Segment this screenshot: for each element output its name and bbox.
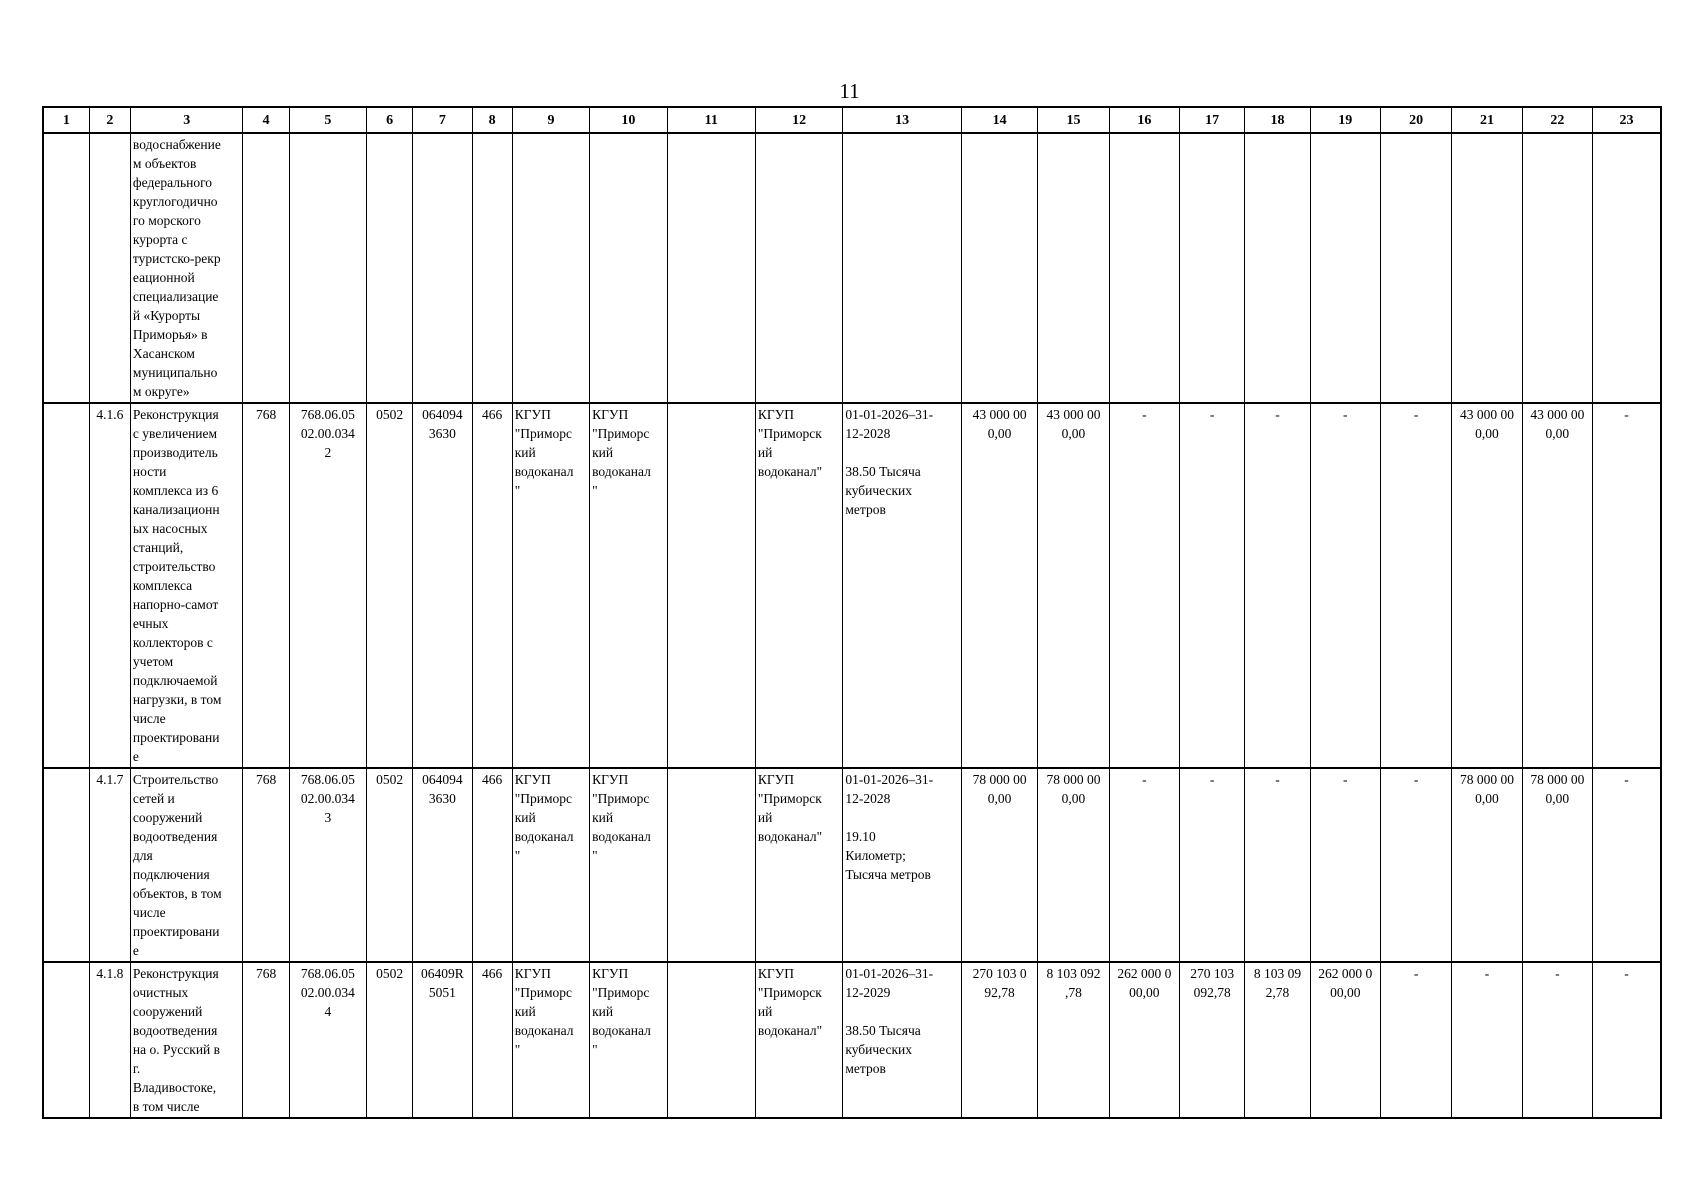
amount-cell: - [1179,768,1244,962]
amount-cell: 78 000 00 0,00 [1452,768,1522,962]
code-cell: 466 [472,962,512,1118]
amount-cell: 43 000 00 0,00 [1522,403,1592,768]
code-cell: 768 [243,768,289,962]
column-header: 3 [130,107,243,133]
cell [1245,133,1310,403]
cell [367,133,413,403]
item-number-cell: 4.1.8 [89,962,130,1118]
cell [1179,133,1244,403]
amount-cell: 78 000 00 0,00 [1038,768,1109,962]
code-cell: 064094 3630 [413,403,472,768]
cell [667,403,755,768]
cell [472,133,512,403]
code-cell: 466 [472,768,512,962]
table-row [43,962,1661,1118]
cell [243,133,289,403]
column-header: 18 [1245,107,1310,133]
cell [1038,133,1109,403]
cell [512,133,589,403]
amount-cell: 43 000 00 0,00 [1452,403,1522,768]
measure-name-cell: Реконструкция очистных сооружений водоотведения на о. Русский в г. Владивостоке, в том числе [130,962,243,1118]
amount-cell: - [1522,962,1592,1118]
amount-cell: - [1380,403,1451,768]
column-header: 4 [243,107,289,133]
amount-cell: 8 103 092 ,78 [1038,962,1109,1118]
column-header: 7 [413,107,472,133]
measure-name-cell: водоснабжение м объектов федерального круглогодично го морского курорта с туристско-рекр еационной специализацие й «Курорты Приморья» в Хасанском муниципально м округе» [130,133,243,403]
amount-cell: - [1310,768,1380,962]
measure-name-cell: Реконструкция с увеличением производитель ности комплекса из 6 канализационн ых насосных станций, строительство комплекса напорно-самот ечных коллекторов с учетом подключаемой нагрузки, в том числе проектировани е [130,403,243,768]
column-header: 20 [1380,107,1451,133]
amount-cell: - [1109,768,1179,962]
organization-cell: КГУП "Приморс кий водоканал " [590,768,667,962]
column-header: 22 [1522,107,1592,133]
cell [590,133,667,403]
cell [89,133,130,403]
column-header: 11 [667,107,755,133]
cell [43,962,89,1118]
period-capacity-cell: 01-01-2026–31- 12-2029 38.50 Тысяча кубических метров [843,962,962,1118]
column-header: 1 [43,107,89,133]
column-header: 5 [289,107,366,133]
period-capacity-cell: 01-01-2026–31- 12-2028 38.50 Тысяча кубических метров [843,403,962,768]
cell [1310,133,1380,403]
amount-cell: - [1592,403,1661,768]
cell [43,768,89,962]
budget-table [42,106,1662,1119]
amount-cell: - [1380,768,1451,962]
column-header: 15 [1038,107,1109,133]
organization-cell: КГУП "Приморск ий водоканал" [755,403,842,768]
code-cell: 768 [243,962,289,1118]
column-header: 16 [1109,107,1179,133]
cell [289,133,366,403]
cell [961,133,1037,403]
table-row [43,768,1661,962]
column-header: 9 [512,107,589,133]
organization-cell: КГУП "Приморск ий водоканал" [755,768,842,962]
cell [843,133,962,403]
code-cell: 768.06.05 02.00.034 3 [289,768,366,962]
item-number-cell: 4.1.6 [89,403,130,768]
column-header: 13 [843,107,962,133]
amount-cell: - [1109,403,1179,768]
amount-cell: 43 000 00 0,00 [961,403,1037,768]
column-header: 8 [472,107,512,133]
amount-cell: - [1310,403,1380,768]
amount-cell: - [1380,962,1451,1118]
organization-cell: КГУП "Приморс кий водоканал " [590,962,667,1118]
page-number: 11 [839,79,860,103]
column-header: 14 [961,107,1037,133]
organization-cell: КГУП "Приморск ий водоканал" [755,962,842,1118]
organization-cell: КГУП "Приморс кий водоканал " [590,403,667,768]
code-cell: 768 [243,403,289,768]
column-header: 6 [367,107,413,133]
column-header: 23 [1592,107,1661,133]
amount-cell: - [1179,403,1244,768]
amount-cell: - [1592,768,1661,962]
column-header: 21 [1452,107,1522,133]
code-cell: 0502 [367,962,413,1118]
amount-cell: 43 000 00 0,00 [1038,403,1109,768]
column-header: 2 [89,107,130,133]
cell [667,768,755,962]
cell [667,962,755,1118]
amount-cell: 78 000 00 0,00 [961,768,1037,962]
cell [755,133,842,403]
organization-cell: КГУП "Приморс кий водоканал " [512,403,589,768]
amount-cell: 262 000 0 00,00 [1109,962,1179,1118]
cell [1522,133,1592,403]
cell [1592,133,1661,403]
table-row [43,133,1661,403]
amount-cell: 8 103 09 2,78 [1245,962,1310,1118]
cell [43,403,89,768]
amount-cell: 262 000 0 00,00 [1310,962,1380,1118]
column-header: 12 [755,107,842,133]
column-header: 19 [1310,107,1380,133]
amount-cell: 270 103 0 92,78 [961,962,1037,1118]
organization-cell: КГУП "Приморс кий водоканал " [512,768,589,962]
amount-cell: - [1592,962,1661,1118]
amount-cell: - [1452,962,1522,1118]
amount-cell: 270 103 092,78 [1179,962,1244,1118]
code-cell: 768.06.05 02.00.034 2 [289,403,366,768]
column-header: 17 [1179,107,1244,133]
measure-name-cell: Строительство сетей и сооружений водоотведения для подключения объектов, в том числе проектировани е [130,768,243,962]
code-cell: 064094 3630 [413,768,472,962]
code-cell: 0502 [367,403,413,768]
cell [1109,133,1179,403]
header-row [43,107,1661,133]
cell [43,133,89,403]
cell [667,133,755,403]
cell [1452,133,1522,403]
item-number-cell: 4.1.7 [89,768,130,962]
code-cell: 768.06.05 02.00.034 4 [289,962,366,1118]
code-cell: 0502 [367,768,413,962]
table-row [43,403,1661,768]
organization-cell: КГУП "Приморс кий водоканал " [512,962,589,1118]
code-cell: 06409R 5051 [413,962,472,1118]
cell [1380,133,1451,403]
cell [413,133,472,403]
amount-cell: - [1245,768,1310,962]
column-header: 10 [590,107,667,133]
amount-cell: - [1245,403,1310,768]
amount-cell: 78 000 00 0,00 [1522,768,1592,962]
period-capacity-cell: 01-01-2026–31- 12-2028 19.10 Километр; Тысяча метров [843,768,962,962]
code-cell: 466 [472,403,512,768]
